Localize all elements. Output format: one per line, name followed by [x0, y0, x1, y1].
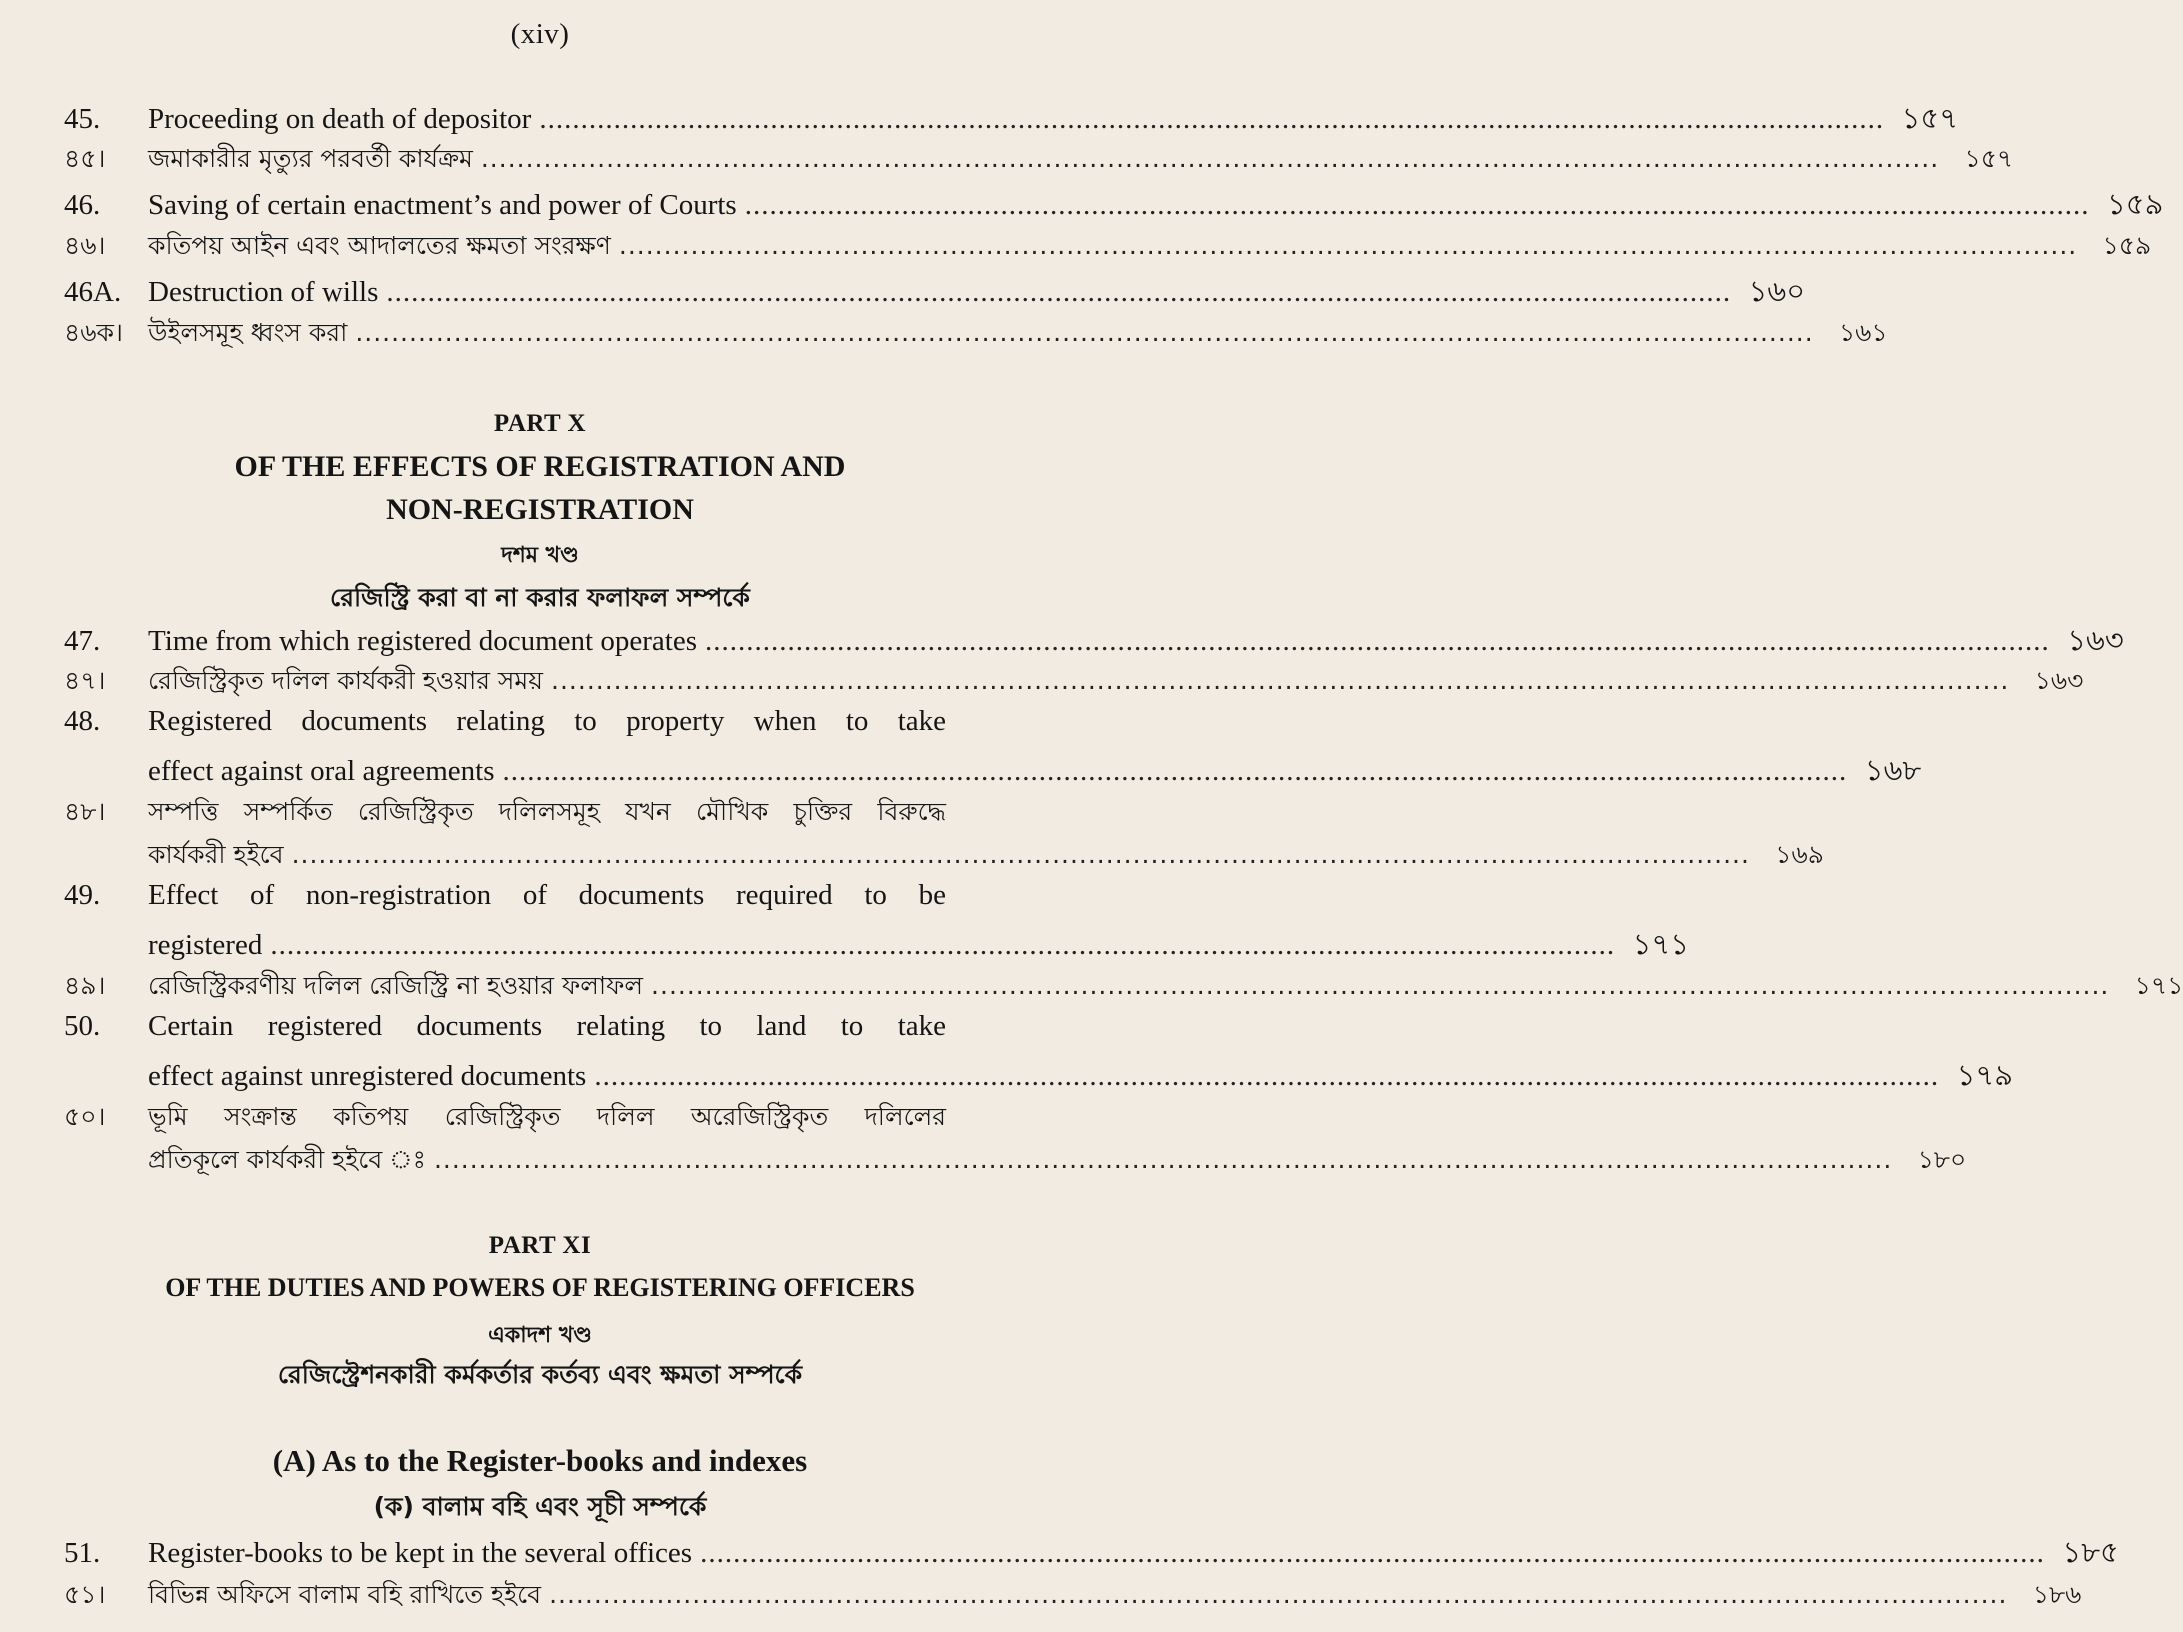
- toc-entry-47-bn: [64, 661, 2084, 704]
- leader-dots: ...................................................................................................................................................................: [744, 189, 2090, 221]
- toc-entry-51: [64, 1530, 2119, 1573]
- part-x-bn-label: দশম খণ্ড: [501, 543, 579, 568]
- entry-title-line2: প্রতিকূলে কার্যকরী হইবে ঃ: [148, 1145, 426, 1174]
- leader-dots: ...................................................................................................................................................................: [480, 144, 1940, 173]
- entry-number: 48.: [64, 705, 101, 737]
- entry-title: উইলসমূহ ধ্বংস করা: [148, 318, 348, 347]
- part-x-label: PART X: [493, 410, 587, 437]
- page-number: (xiv): [510, 18, 570, 50]
- entry-page: ১৫৭: [1964, 144, 2014, 173]
- entry-page: ১৫৯: [2102, 231, 2152, 260]
- leader-dots: ...................................................................................................................................................................: [594, 1060, 1940, 1092]
- entry-number: ৪৬ক।: [64, 318, 123, 347]
- entry-title: বিভিন্ন অফিসে বালাম বহি রাখিতে হইবে: [148, 1580, 542, 1609]
- leader-dots: ...................................................................................................................................................................: [651, 971, 2110, 1000]
- toc-entry-50: [64, 1010, 2014, 1096]
- entry-title: Register-books to be kept in the several offices: [148, 1537, 693, 1569]
- section-a-bn-title: (ক) বালাম বহি এবং সূচী সম্পর্কে: [373, 1492, 707, 1521]
- toc-entry-46: [64, 182, 2164, 225]
- entry-title: Saving of certain enactment’s and power of Courts: [148, 189, 737, 221]
- entry-page: ১৮৫: [2062, 1537, 2119, 1569]
- toc-entry-49: [64, 879, 1690, 965]
- section-a-title: (A) As to the Register-books and indexes: [272, 1443, 808, 1478]
- entry-page: ১৬৩: [2034, 666, 2084, 695]
- entry-page: ১৬১: [1838, 318, 1888, 347]
- entry-title-line2: কার্যকরী হইবে: [148, 840, 284, 869]
- entry-number: 46.: [64, 189, 101, 221]
- entry-number: 49.: [64, 879, 101, 911]
- toc-entry-45: [64, 96, 1959, 139]
- leader-dots: ...................................................................................................................................................................: [291, 840, 1750, 869]
- part-xi-bn-title: রেজিস্ট্রেশনকারী কর্মকর্তার কর্তব্য এবং ক্ষমতা সম্পর্কে: [277, 1360, 803, 1389]
- entry-number: ৪৮।: [64, 797, 106, 826]
- leader-dots: ...................................................................................................................................................................: [539, 103, 1885, 135]
- entry-title: Destruction of wills: [148, 276, 379, 308]
- leader-dots: ...................................................................................................................................................................: [270, 929, 1616, 961]
- entry-page: ১৭১: [2134, 971, 2183, 1000]
- entry-title-line2: effect against unregistered documents: [148, 1060, 587, 1092]
- entry-title: কতিপয় আইন এবং আদালতের ক্ষমতা সংরক্ষণ: [148, 231, 611, 260]
- leader-dots: ...................................................................................................................................................................: [386, 276, 1732, 308]
- entry-title-line1: Registered documents relating to property when to take: [148, 705, 946, 737]
- entry-number: ৫১।: [64, 1580, 106, 1609]
- toc-entry-49-bn: [64, 966, 2183, 1009]
- entry-title-line1: ভূমি সংক্রান্ত কতিপয় রেজিস্ট্রিকৃত দলিল অরেজিস্ট্রিকৃত দলিলের: [148, 1102, 946, 1131]
- entry-title: রেজিস্ট্রিকরণীয় দলিল রেজিস্ট্রি না হওয়ার ফলাফল: [148, 971, 644, 1000]
- toc-entry-50-bn: [64, 1097, 1967, 1183]
- entry-number: ৪৭।: [64, 666, 106, 695]
- part-xi-title: OF THE DUTIES AND POWERS OF REGISTERING OFFICERS: [165, 1273, 915, 1302]
- entry-page: ১৮০: [1917, 1145, 1967, 1174]
- entry-page: ১৭১: [1632, 929, 1690, 961]
- leader-dots: ...................................................................................................................................................................: [704, 625, 2050, 657]
- entry-title-line1: Certain registered documents relating to land to take: [148, 1010, 946, 1042]
- entry-title: Proceeding on death of depositor: [148, 103, 532, 135]
- entry-number: ৪৫।: [64, 144, 106, 173]
- entry-number: ৫০।: [64, 1102, 106, 1131]
- toc-entry-45-bn: [64, 139, 2014, 182]
- leader-dots: ...................................................................................................................................................................: [618, 231, 2078, 260]
- part-x-bn-title: রেজিস্ট্রি করা বা না করার ফলাফল সম্পর্কে: [330, 583, 750, 612]
- entry-number: ৪৬।: [64, 231, 106, 260]
- entry-page: ১৮৬: [2032, 1580, 2082, 1609]
- leader-dots: ...................................................................................................................................................................: [700, 1537, 2045, 1569]
- entry-title-line2: registered: [148, 929, 263, 961]
- entry-page: ১৬৯: [1775, 840, 1824, 869]
- entry-page: ১৬০: [1748, 276, 1806, 308]
- entry-page: ১৫৭: [1901, 103, 1959, 135]
- entry-title-line1: Effect of non-registration of documents required to be: [148, 879, 946, 911]
- toc-entry-46a: [64, 269, 1806, 312]
- toc-entry-48-bn: [64, 792, 1824, 878]
- entry-number: 45.: [64, 103, 101, 135]
- entry-title: Time from which registered document operates: [148, 625, 697, 657]
- part-xi-bn-label: একাদশ খণ্ড: [488, 1323, 592, 1348]
- entry-page: ১৭৯: [1956, 1060, 2014, 1092]
- entry-page: ১৫৯: [2106, 189, 2164, 221]
- part-x-title-line1: OF THE EFFECTS OF REGISTRATION AND: [234, 450, 846, 483]
- toc-entry-46-bn: [64, 226, 2152, 269]
- leader-dots: ...................................................................................................................................................................: [551, 666, 2010, 695]
- toc-entry-47: [64, 618, 2124, 661]
- leader-dots: ...................................................................................................................................................................: [502, 755, 1848, 787]
- entry-page: ১৬৩: [2067, 625, 2124, 657]
- entry-number: 47.: [64, 625, 101, 657]
- entry-number: ৪৯।: [64, 971, 106, 1000]
- entry-title: জমাকারীর মৃত্যুর পরবর্তী কার্যক্রম: [148, 144, 473, 173]
- entry-number: 46A.: [64, 276, 122, 308]
- entry-title: রেজিস্ট্রিকৃত দলিল কার্যকরী হওয়ার সময়: [148, 666, 544, 695]
- leader-dots: ...................................................................................................................................................................: [433, 1145, 1893, 1174]
- toc-entry-48: [64, 705, 1922, 791]
- entry-number: 50.: [64, 1010, 101, 1042]
- entry-title-line1: সম্পত্তি সম্পর্কিত রেজিস্ট্রিকৃত দলিলসমূহ যখন মৌখিক চুক্তির বিরুদ্ধে: [148, 797, 946, 826]
- leader-dots: ...................................................................................................................................................................: [355, 318, 1814, 347]
- entry-number: 51.: [64, 1537, 101, 1569]
- entry-page: ১৬৮: [1864, 755, 1922, 787]
- part-xi-label: PART XI: [488, 1232, 592, 1259]
- toc-entry-46a-bn: [64, 313, 1888, 356]
- leader-dots: ...................................................................................................................................................................: [549, 1580, 2008, 1609]
- part-x-title-line2: NON-REGISTRATION: [386, 493, 694, 526]
- toc-entry-51-bn: [64, 1575, 2082, 1618]
- entry-title-line2: effect against oral agreements: [148, 755, 495, 787]
